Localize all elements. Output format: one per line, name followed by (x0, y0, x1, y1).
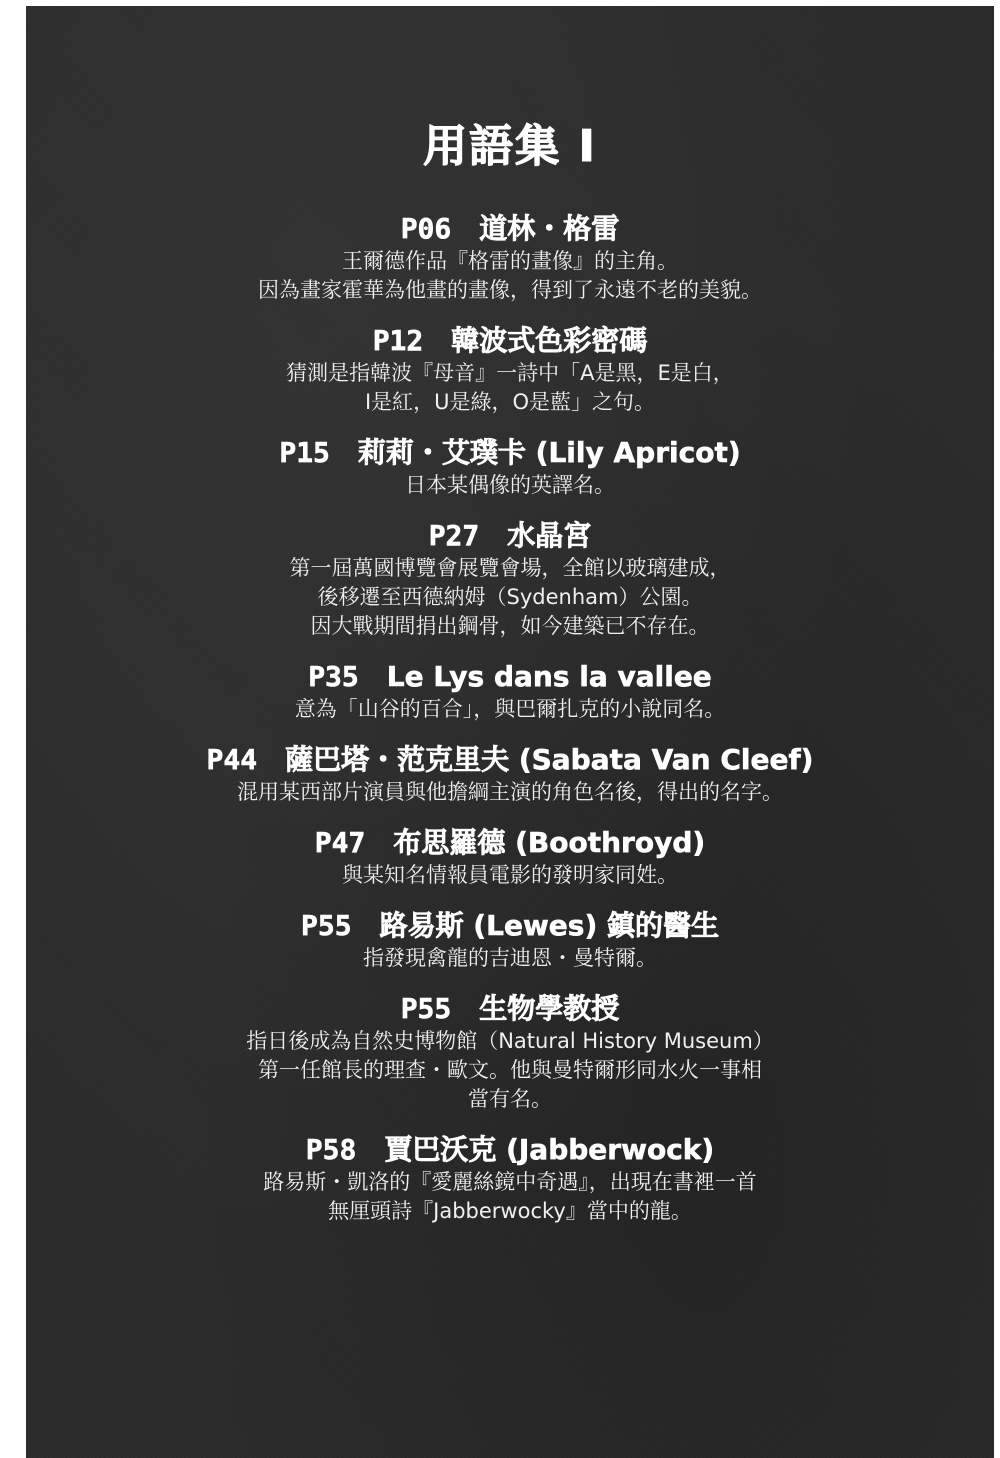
entry-page-number: P55 (300, 909, 352, 942)
entry-description-line: 猜測是指韓波『母音』一詩中「A是黑，E是白， (286, 361, 734, 385)
glossary-entry (26, 211, 994, 305)
glossary-entry (26, 825, 994, 890)
entry-page-number: P12 (372, 324, 424, 357)
entry-description-line: 混用某西部片演員與他擔綱主演的角色名後，得出的名字。 (237, 780, 783, 804)
entry-description-line: 意為「山谷的百合」，與巴爾扎克的小說同名。 (294, 697, 726, 721)
entry-description-line: 第一任館長的理查・歐文。他與曼特爾形同水火一事相 (258, 1058, 762, 1082)
entry-term: Le Lys dans la vallee (386, 660, 712, 693)
glossary-entry (26, 908, 994, 973)
entry-page-number: P55 (400, 992, 452, 1025)
glossary-entry (26, 742, 994, 807)
entry-page-number: P58 (305, 1133, 357, 1166)
glossary-entry (26, 659, 994, 724)
entry-term: 生物學教授 (479, 992, 620, 1025)
entry-description-line: 因為畫家霍華為他畫的畫像，得到了永遠不老的美貌。 (258, 278, 762, 302)
page-title: 用語集 I (423, 121, 597, 172)
entry-heading (26, 991, 994, 1027)
entry-term: 韓波式色彩密碼 (451, 324, 648, 357)
entry-description-line: 無厘頭詩『Jabberwocky』當中的龍。 (328, 1199, 692, 1223)
glossary-entry (26, 435, 994, 500)
entry-description-line: 因大戰期間捐出鋼骨，如今建築已不存在。 (310, 614, 710, 638)
entry-description-line: 當有名。 (468, 1087, 552, 1111)
entry-heading (26, 435, 994, 471)
entry-heading (26, 908, 994, 944)
glossary-entry (26, 323, 994, 417)
glossary-entry (26, 1132, 994, 1226)
entry-page-number: P06 (400, 212, 452, 245)
entry-page-number: P47 (314, 826, 366, 859)
entry-description-line: 與某知名情報員電影的發明家同姓。 (342, 863, 678, 887)
entry-description-line: I是紅，U是綠，O是藍」之句。 (364, 390, 656, 414)
entry-heading (26, 825, 994, 861)
entry-page-number: P27 (428, 519, 480, 552)
entry-term: 路易斯 (Lewes) 鎮的醫生 (379, 909, 720, 942)
entry-term: 道林・格雷 (479, 212, 620, 245)
entry-description-line: 第一屆萬國博覽會展覽會場，全館以玻璃建成， (289, 556, 731, 580)
entry-heading (26, 1132, 994, 1168)
entry-page-number: P44 (206, 743, 258, 776)
entry-heading (26, 659, 994, 695)
entry-description-line: 日本某偶像的英譯名。 (405, 473, 615, 497)
entry-heading (26, 742, 994, 778)
entry-term: 莉莉・艾璞卡 (Lily Apricot) (357, 436, 741, 469)
entry-term: 布思羅德 (Boothroyd) (393, 826, 706, 859)
entry-heading (26, 323, 994, 359)
entry-heading (26, 518, 994, 554)
entry-term: 水晶宮 (507, 519, 592, 552)
glossary-entries (26, 211, 994, 1244)
entry-term: 薩巴塔・范克里夫 (Sabata Van Cleef) (285, 743, 814, 776)
entry-heading (26, 211, 994, 247)
entry-description-line: 路易斯・凱洛的『愛麗絲鏡中奇遇』，出現在書裡一首 (263, 1170, 757, 1194)
entry-description-line: 指日後成為自然史博物館（Natural History Museum） (246, 1029, 774, 1053)
glossary-entry (26, 991, 994, 1114)
entry-term: 賈巴沃克 (Jabberwock) (384, 1133, 715, 1166)
entry-description-line: 後移遷至西德納姆（Sydenham）公園。 (317, 585, 703, 609)
entry-page-number: P15 (279, 436, 330, 469)
entry-description-line: 指發現禽龍的吉迪恩・曼特爾。 (363, 946, 657, 970)
glossary-entry (26, 518, 994, 641)
entry-description-line: 王爾德作品『格雷的畫像』的主角。 (342, 249, 678, 273)
glossary-page (26, 6, 994, 1458)
entry-page-number: P35 (308, 660, 359, 693)
